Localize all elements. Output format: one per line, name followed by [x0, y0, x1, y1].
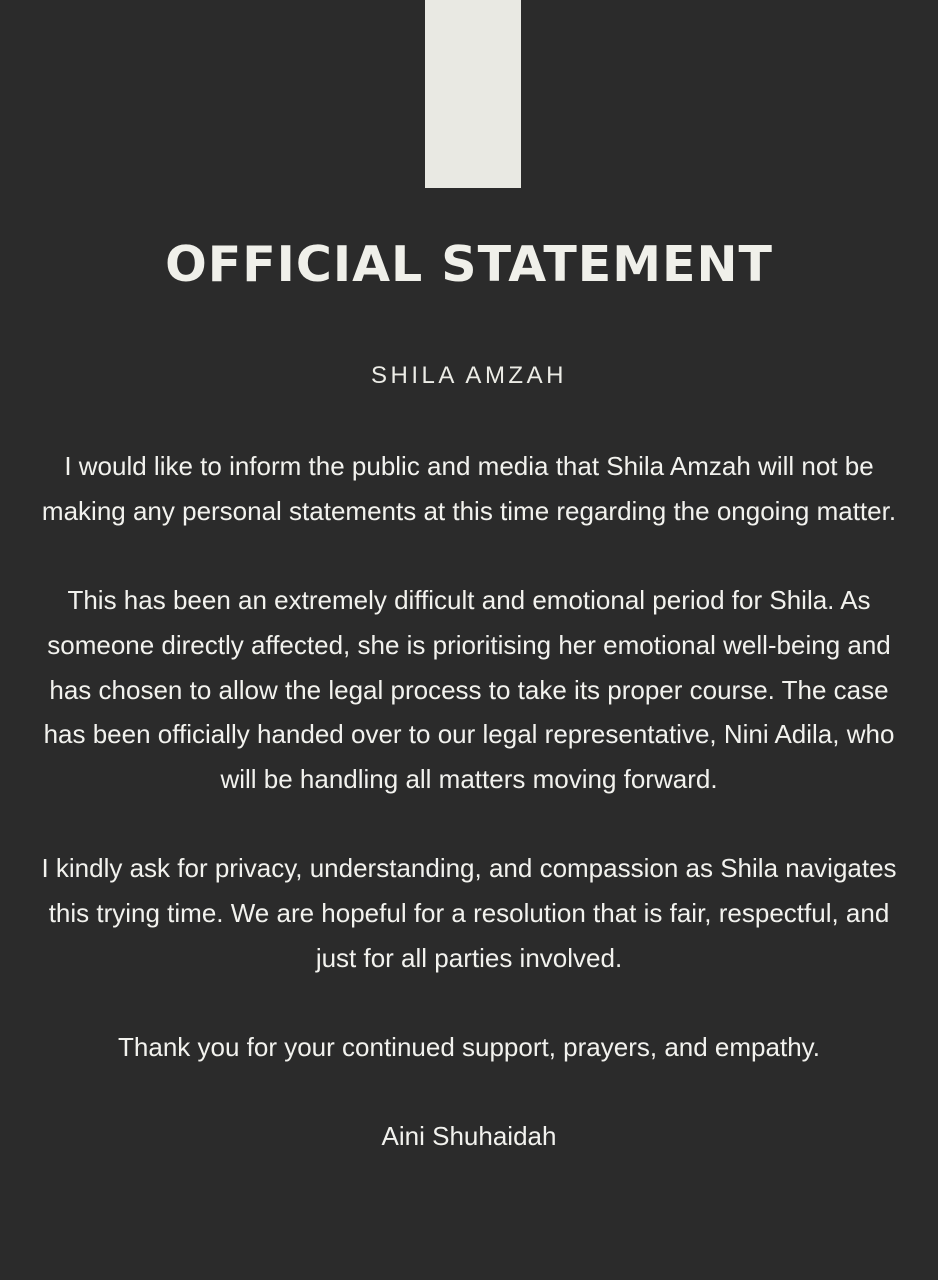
signature: Aini Shuhaidah — [381, 1121, 557, 1152]
paragraph-public-notice: I would like to inform the public and media that Shila Amzah will not be making any personal statements at this time regarding the ongoing matter. — [41, 451, 897, 526]
top-decorative-bar — [425, 0, 521, 188]
paragraph-thank-you: Thank you for your continued support, prayers, and empathy. — [118, 1032, 820, 1063]
paragraph-privacy-request: I kindly ask for privacy, understanding, and compassion as Shila navigates this trying time. We are hopeful for a resolution that is fair, respectful, and just for all parties involved. — [41, 853, 897, 973]
paragraph-difficult-period: This has been an extremely difficult and emotional period for Shila. As someone directly affected, she is prioritising her emotional well-being and has chosen to allow the legal process to take its proper course. The case has been officially handed over to our legal representative, Nini Adila, who will be handling all matters moving forward. — [43, 585, 895, 794]
statement-subject-name: SHILA AMZAH — [371, 362, 567, 389]
statement-body — [40, 444, 898, 1159]
page-title: OFFICIAL STATEMENT — [165, 236, 773, 293]
